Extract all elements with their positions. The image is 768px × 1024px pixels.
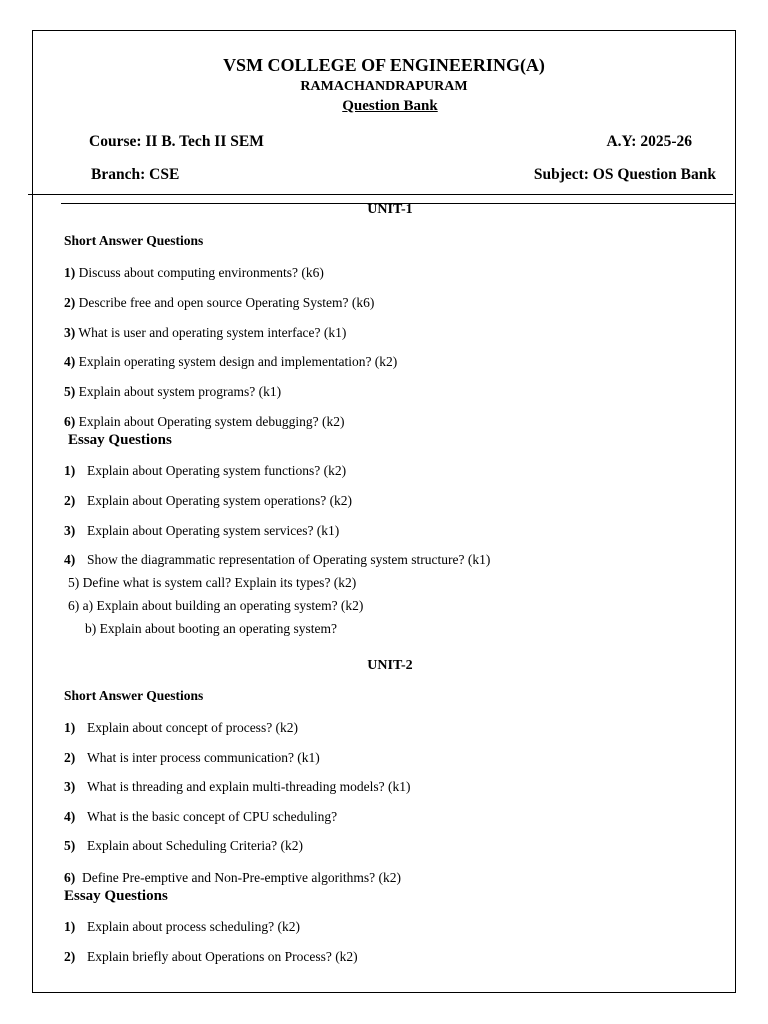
- unit2-short-question-3-text: What is threading and explain multi-threading models? (k1): [87, 779, 411, 795]
- unit2-essay-question-1: [64, 919, 300, 935]
- unit2-short-question-4-text: What is the basic concept of CPU scheduling?: [87, 808, 338, 824]
- unit1-short-question-2-number: 2): [64, 294, 76, 310]
- unit1-essay-question-4-text: Show the diagrammatic representation of Operating system structure? (k1): [87, 552, 491, 568]
- unit1-essay-question-4: [64, 552, 491, 568]
- unit1-essay-5: 5) Define what is system call? Explain its types? (k2): [68, 575, 357, 590]
- unit2-short-question-5-number: 5): [64, 838, 76, 854]
- unit1-short-question-2: [64, 295, 374, 311]
- unit1-essay-question-3-text: Explain about Operating system services? (k1): [87, 522, 340, 538]
- unit1-essay-6a: 6) a) Explain about building an operating system? (k2): [68, 598, 364, 613]
- unit1-essay-question-1-number: 1): [64, 463, 76, 478]
- unit1-essay-question-1: [64, 463, 347, 479]
- unit1-short-question-2-text: Describe free and open source Operating System? (k6): [75, 294, 375, 310]
- unit2-short-6: [64, 870, 401, 886]
- unit2-short-question-1: [64, 720, 299, 736]
- unit2-short-6-number: 6): [64, 870, 76, 885]
- unit2-essay-question-2-number: 2): [64, 948, 76, 964]
- unit2-short-question-4: [64, 808, 338, 825]
- unit2-short-heading: Short Answer Questions: [64, 688, 204, 703]
- unit2-short-question-2: [64, 749, 320, 766]
- unit1-essay-6b: b) Explain about booting an operating system?: [85, 621, 337, 636]
- unit2-short-question-2-text: What is inter process communication? (k1): [87, 749, 320, 765]
- unit1-essay-question-3-number: 3): [64, 522, 76, 538]
- subject-info: Subject: OS Question Bank: [533, 166, 716, 183]
- unit1-short-question-6-text: Explain about Operating system debugging? (k2): [75, 414, 345, 429]
- unit1-essay-question-4-number: 4): [64, 552, 76, 568]
- unit2-short-question-3-number: 3): [64, 779, 76, 795]
- unit1-short-question-4-text: Explain operating system design and implementation? (k2): [75, 354, 398, 370]
- unit1-short-question-4-number: 4): [64, 354, 76, 370]
- unit2-essay-heading: Essay Questions: [64, 888, 168, 904]
- unit1-short-heading: Short Answer Questions: [64, 233, 204, 248]
- unit2-title: UNIT-2: [367, 658, 413, 673]
- academic-year: A.Y: 2025-26: [606, 133, 692, 150]
- unit2-short-question-5-text: Explain about Scheduling Criteria? (k2): [87, 838, 303, 854]
- unit1-short-question-5: [64, 384, 281, 400]
- unit1-short-question-3: [64, 325, 346, 341]
- unit2-essay-question-2-text: Explain briefly about Operations on Process? (k2): [87, 948, 358, 964]
- unit2-essay-question-2: [64, 948, 358, 965]
- unit1-essay-heading: Essay Questions: [68, 432, 172, 448]
- course-info: Course: II B. Tech II SEM: [89, 133, 264, 150]
- unit1-short-question-6: [64, 414, 344, 430]
- unit2-short-6-text: Define Pre-emptive and Non-Pre-emptive algorithms? (k2): [75, 870, 402, 885]
- unit1-short-question-1-number: 1): [64, 265, 76, 280]
- unit2-essay-question-1-number: 1): [64, 919, 76, 934]
- unit1-essay-question-2: [64, 492, 353, 509]
- unit1-short-question-1: [64, 265, 324, 281]
- unit1-short-question-5-number: 5): [64, 384, 76, 400]
- document-title: Question Bank: [342, 98, 438, 114]
- unit2-short-question-5: [64, 838, 303, 854]
- unit2-short-question-2-number: 2): [64, 749, 76, 765]
- unit2-short-question-4-number: 4): [64, 808, 76, 824]
- header-divider: [28, 194, 733, 195]
- unit2-short-question-1-text: Explain about concept of process? (k2): [87, 720, 299, 735]
- college-place: RAMACHANDRAPURAM: [300, 79, 468, 94]
- unit2-short-question-3: [64, 779, 411, 795]
- unit1-title: UNIT-1: [367, 202, 413, 217]
- branch-info: Branch: CSE: [91, 166, 180, 183]
- unit1-short-question-4: [64, 354, 397, 370]
- college-name: VSM COLLEGE OF ENGINEERING(A): [223, 55, 545, 75]
- unit1-short-question-3-text: What is user and operating system interface? (k1): [75, 324, 347, 340]
- unit2-short-question-1-number: 1): [64, 720, 76, 735]
- unit1-essay-question-1-text: Explain about Operating system functions? (k2): [87, 463, 347, 478]
- unit1-short-question-3-number: 3): [64, 324, 76, 340]
- unit1-essay-question-2-number: 2): [64, 492, 76, 508]
- unit2-essay-question-1-text: Explain about process scheduling? (k2): [87, 919, 300, 934]
- unit1-essay-question-3: [64, 522, 340, 539]
- unit1-short-question-1-text: Discuss about computing environments? (k6): [75, 265, 324, 280]
- unit1-short-question-5-text: Explain about system programs? (k1): [75, 384, 282, 400]
- unit1-essay-question-2-text: Explain about Operating system operations? (k2): [87, 492, 353, 508]
- unit1-short-question-6-number: 6): [64, 414, 76, 429]
